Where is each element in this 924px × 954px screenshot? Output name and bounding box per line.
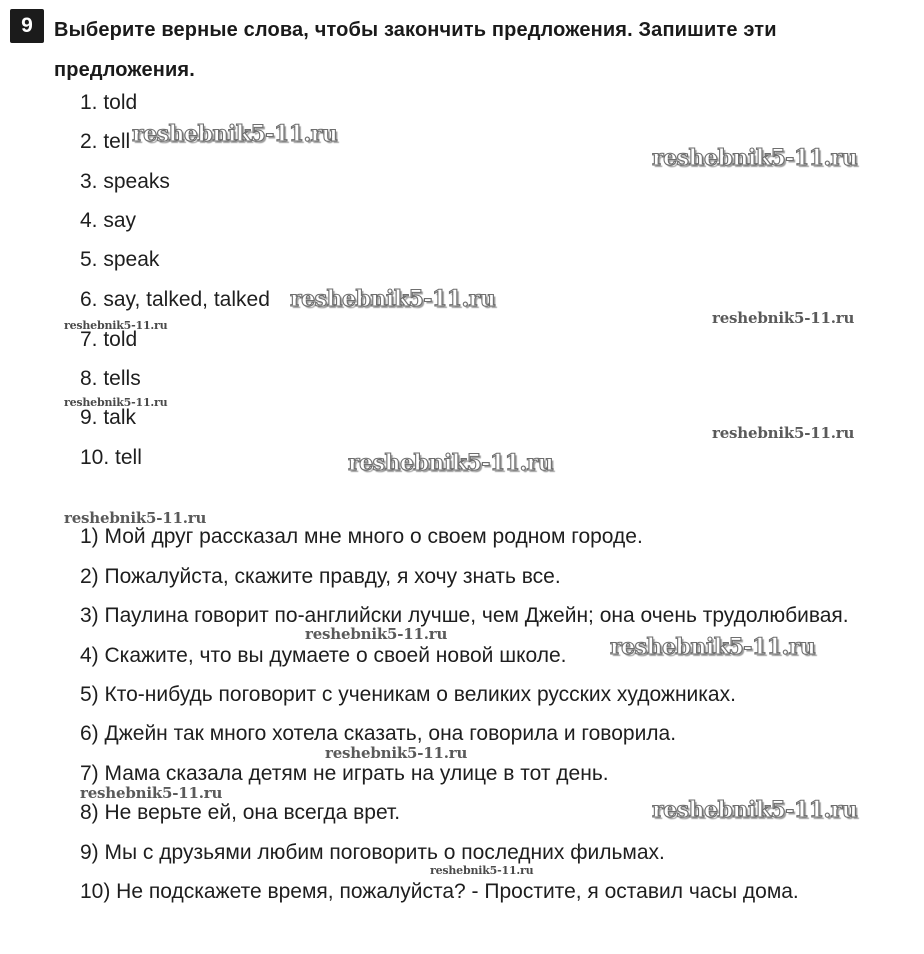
translation-item-1: 1) Мой друг рассказал мне много о своем родном городе. xyxy=(80,525,643,548)
watermark-logo: reshebnik5-11.ru xyxy=(305,625,448,643)
translation-item-10: 10) Не подскажете время, пожалуйста? - Простите, я оставил часы дома. xyxy=(80,880,799,903)
answer-item-8: 8. tells xyxy=(80,367,141,390)
answer-item-1: 1. told xyxy=(80,91,138,114)
watermark-logo: reshebnik5-11.ru xyxy=(64,396,168,409)
answer-item-3: 3. speaks xyxy=(80,170,170,193)
watermark-logo: reshebnik5-11.ru xyxy=(80,784,223,802)
exercise-number-badge: 9 xyxy=(10,9,44,43)
watermark-logo: reshebnik5-11.ru xyxy=(712,309,855,327)
answer-item-10: 10. tell xyxy=(80,446,142,469)
watermark-logo: reshebnik5-11.ru xyxy=(132,121,338,147)
watermark-logo: reshebnik5-11.ru xyxy=(652,797,858,823)
watermark-logo: reshebnik5-11.ru xyxy=(64,509,207,527)
translation-item-5: 5) Кто-нибудь поговорит с ученикам о великих русских художниках. xyxy=(80,683,736,706)
answer-item-4: 4. say xyxy=(80,209,137,232)
watermark-logo: reshebnik5-11.ru xyxy=(290,286,496,312)
answer-item-7: 7. told xyxy=(80,328,138,351)
translation-item-3: 3) Паулина говорит по-английски лучше, чем Джейн; она очень трудолюбивая. xyxy=(80,604,849,627)
watermark-logo: reshebnik5-11.ru xyxy=(712,424,855,442)
translation-item-2: 2) Пожалуйста, скажите правду, я хочу знать все. xyxy=(80,565,561,588)
watermark-logo: reshebnik5-11.ru xyxy=(430,864,534,877)
watermark-logo: reshebnik5-11.ru xyxy=(610,634,816,660)
watermark-logo: reshebnik5-11.ru xyxy=(652,145,858,171)
answer-item-6: 6. say, talked, talked xyxy=(80,288,270,311)
watermark-logo: reshebnik5-11.ru xyxy=(64,319,168,332)
translation-item-4: 4) Скажите, что вы думаете о своей новой школе. xyxy=(80,644,567,667)
translation-item-6: 6) Джейн так много хотела сказать, она говорила и говорила. xyxy=(80,722,677,745)
watermark-logo: reshebnik5-11.ru xyxy=(325,744,468,762)
answer-item-2: 2. tell xyxy=(80,130,131,153)
answer-item-5: 5. speak xyxy=(80,248,160,271)
watermark-logo: reshebnik5-11.ru xyxy=(348,450,554,476)
answer-item-9: 9. talk xyxy=(80,406,137,429)
translation-item-9: 9) Мы с друзьями любим поговорить о последних фильмах. xyxy=(80,841,665,864)
translation-item-8: 8) Не верьте ей, она всегда врет. xyxy=(80,801,401,824)
exercise-instruction: Выберите верные слова, чтобы закончить предложения. Запишите эти предложения. xyxy=(54,19,777,81)
translation-item-7: 7) Мама сказала детям не играть на улице в тот день. xyxy=(80,762,609,785)
